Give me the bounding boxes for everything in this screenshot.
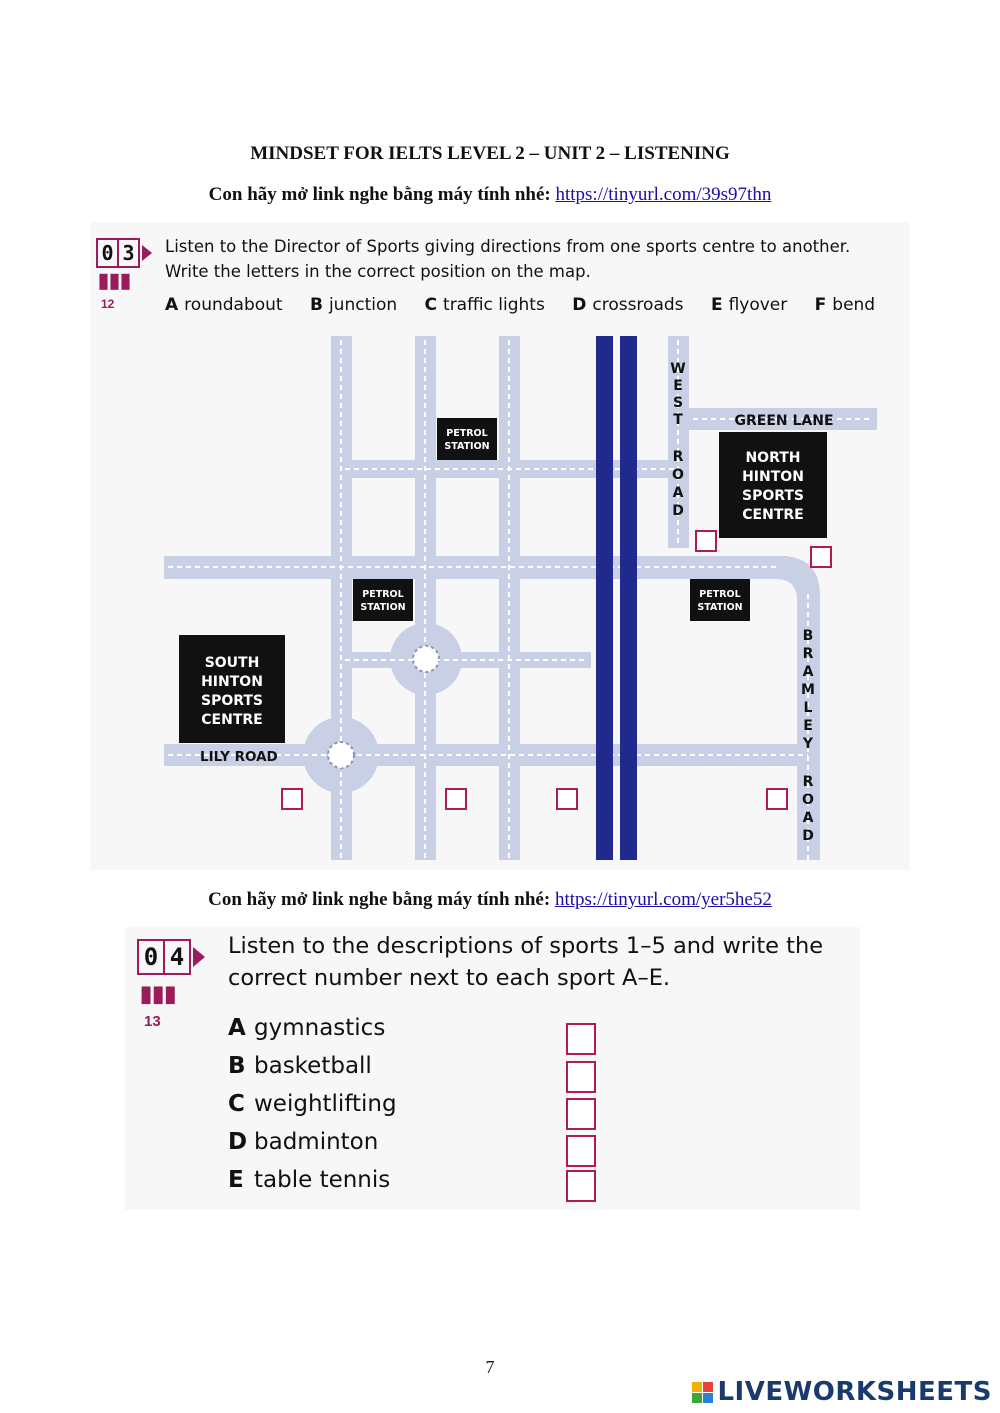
petrol-station-2-label-2: STATION [360, 602, 406, 613]
option-a: A roundabout [165, 295, 283, 315]
svg-text:S: S [672, 395, 684, 411]
svg-text:E: E [803, 718, 813, 734]
svg-text:NORTH: NORTH [745, 450, 801, 466]
svg-text:A: A [802, 810, 814, 826]
page-number: 7 [485, 1357, 495, 1377]
listen-link-line-2 [0, 889, 980, 911]
audio-track-number: 13 [144, 1013, 161, 1030]
svg-text:T: T [673, 412, 683, 428]
sport-item-e: E table tennis [228, 1167, 391, 1193]
track-number-03: 0 3 [96, 238, 152, 268]
sport-item-c: C weightlifting [228, 1091, 397, 1117]
svg-text:B: B [802, 628, 814, 644]
brand-logo-icon [692, 1382, 713, 1403]
petrol-station-2-label-1: PETROL [362, 589, 404, 600]
river-left [596, 336, 613, 860]
svg-text:O: O [802, 792, 814, 808]
svg-text:R: R [802, 774, 814, 790]
option-f: F bend [814, 295, 876, 315]
green-lane-label: GREEN LANE [734, 413, 834, 429]
page-title: MINDSET FOR IELTS LEVEL 2 – UNIT 2 – LISTENING [250, 143, 730, 164]
sport-item-d: D badminton [228, 1129, 379, 1155]
svg-text:R: R [672, 449, 684, 465]
sport-answer-box-c[interactable] [566, 1098, 596, 1130]
street-map [160, 332, 884, 864]
liveworksheets-logo: LIVEWORKSHEETS [692, 1377, 992, 1407]
sports-list [228, 1009, 608, 1199]
audio-track-number: 12 [101, 297, 115, 311]
track-number-04: 0 4 [137, 939, 205, 975]
svg-text:SOUTH: SOUTH [204, 655, 260, 671]
option-c: C traffic lights [424, 295, 545, 315]
map-answer-box-5[interactable] [556, 788, 578, 810]
petrol-station-3-label-1: PETROL [699, 589, 741, 600]
sport-answer-box-e[interactable] [566, 1170, 596, 1202]
option-d: D crossroads [572, 295, 684, 315]
audio-link-2[interactable]: https://tinyurl.com/yer5he52 [554, 889, 772, 910]
bramley-road-label [801, 628, 815, 844]
sport-answer-box-b[interactable] [566, 1061, 596, 1093]
listen-link-line-1 [0, 184, 980, 206]
svg-text:E: E [673, 378, 683, 394]
sport-item-b: B basketball [228, 1053, 372, 1079]
play-arrow-icon [193, 947, 205, 967]
sport-answer-box-d[interactable] [566, 1135, 596, 1167]
svg-text:CENTRE: CENTRE [201, 712, 263, 728]
svg-text:Y: Y [802, 736, 814, 752]
map-answer-box-6[interactable] [766, 788, 788, 810]
instruction-04: Listen to the descriptions of sports 1–5 and write the correct number next to each sport A–E. [228, 933, 824, 991]
svg-text:W: W [670, 361, 686, 377]
sport-item-a: A gymnastics [228, 1015, 386, 1041]
petrol-station-2 [353, 579, 413, 621]
link-prefix: Con hãy mở link nghe bằng máy tính nhé: [208, 184, 551, 205]
audio-bars-icon: ▮▮▮ [98, 270, 132, 292]
svg-text:A: A [802, 664, 814, 680]
svg-text:HINTON: HINTON [742, 469, 804, 485]
play-arrow-icon [142, 245, 152, 261]
svg-text:O: O [672, 467, 684, 483]
map-answer-box-3[interactable] [281, 788, 303, 810]
svg-text:CENTRE: CENTRE [742, 507, 804, 523]
option-b: B junction [309, 295, 398, 315]
audio-bars-icon: ▮▮▮ [140, 981, 177, 1006]
svg-text:A: A [672, 485, 684, 501]
sport-answer-box-a[interactable] [566, 1023, 596, 1055]
svg-text:D: D [672, 503, 684, 519]
instruction-03: Listen to the Director of Sports giving directions from one sports centre to another. Write the letters in the correct position on the map. [165, 237, 851, 281]
audio-link-1[interactable]: https://tinyurl.com/39s97thn [555, 184, 772, 205]
lily-road-label: LILY ROAD [200, 749, 278, 765]
petrol-station-1-label-2: STATION [444, 441, 490, 452]
svg-text:SPORTS: SPORTS [200, 693, 264, 709]
petrol-station-1 [437, 418, 497, 460]
svg-text:HINTON: HINTON [201, 674, 263, 690]
link-prefix: Con hãy mở link nghe bằng máy tính nhé: [208, 889, 551, 910]
options-list [165, 295, 897, 315]
petrol-station-3-label-2: STATION [697, 602, 743, 613]
map-answer-box-4[interactable] [445, 788, 467, 810]
petrol-station-1-label-1: PETROL [446, 428, 488, 439]
river-right [620, 336, 637, 860]
map-answer-box-2[interactable] [810, 546, 832, 568]
map-answer-box-1[interactable] [695, 530, 717, 552]
svg-text:R: R [802, 646, 814, 662]
svg-text:L: L [803, 700, 813, 716]
svg-text:M: M [801, 682, 815, 698]
option-e: E flyover [710, 295, 788, 315]
svg-text:D: D [802, 828, 814, 844]
petrol-station-3 [690, 579, 750, 621]
svg-text:SPORTS: SPORTS [741, 488, 805, 504]
